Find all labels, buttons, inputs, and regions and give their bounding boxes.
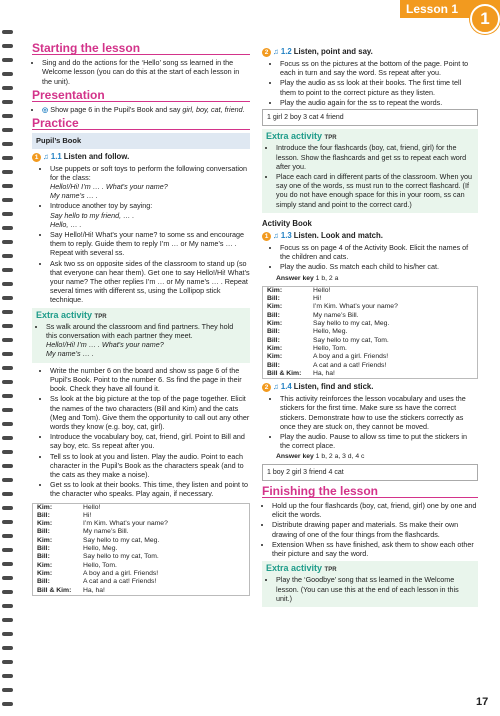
activity-book-label: Activity Book xyxy=(262,218,312,228)
practice-title: Practice xyxy=(32,119,250,130)
binding-ring xyxy=(2,240,13,244)
binding-ring xyxy=(2,324,13,328)
dialogue-speaker: Bill: xyxy=(37,511,50,519)
dialogue-speaker: Kim: xyxy=(37,520,53,528)
right-column xyxy=(262,44,478,610)
act4-bullet: • Play the audio. Pause to allow ss time to put the stickers in the correct place. xyxy=(280,432,478,450)
dialogue-line: Say hello to my cat, Tom. xyxy=(83,553,159,561)
dialogue-speaker: Bill & Kim: xyxy=(267,369,302,377)
dialogue-speaker: Bill: xyxy=(267,295,280,303)
starting-title: Starting the lesson xyxy=(32,44,250,55)
dialogue-speaker: Kim: xyxy=(37,569,53,577)
dialogue-row xyxy=(33,545,250,553)
binding-ring xyxy=(2,156,13,160)
page-number: 17 xyxy=(476,696,489,708)
binding-ring xyxy=(2,184,13,188)
extra-activity-text: • Ss walk around the classroom and find partners. They hold this conversation with each partner they meet. Hello!/Hi! I’m … . What’s your name? My name’s … . xyxy=(46,322,246,359)
dialogue-line: Hello! xyxy=(83,503,101,511)
lesson-number-badge: 1 xyxy=(470,4,500,34)
practice-bullet: • Get ss to look at their books. This time, they listen and point to the character who speaks. Play again, if necessary. xyxy=(50,480,250,498)
finishing-bullet: • Hold up the four flashcards (boy, cat, friend, girl) one by one and elicit the words. xyxy=(272,501,478,519)
finishing-bullet: • Distribute drawing paper and materials. Ss make their own drawing of one of the four things from the flashcards. xyxy=(272,520,478,538)
act3-answer-key: Answer key 1 b, 2 a xyxy=(276,274,339,282)
binding-ring xyxy=(2,576,13,580)
binding-ring xyxy=(2,562,13,566)
dialogue-speaker: Kim: xyxy=(37,561,53,569)
dialogue-speaker: Bill: xyxy=(267,311,280,319)
binding-ring xyxy=(2,30,13,34)
dialogue-row xyxy=(33,528,250,536)
binding-ring xyxy=(2,338,13,342)
binding-ring xyxy=(2,674,13,678)
dialogue-speaker: Kim: xyxy=(267,344,283,352)
extra-activity-box xyxy=(32,308,250,363)
binding-ring xyxy=(2,58,13,62)
dialogue-line: Say hello to my cat, Tom. xyxy=(313,336,389,344)
dialogue-row xyxy=(33,578,250,586)
spiral-binding xyxy=(0,0,14,716)
audio-icon: ♫ xyxy=(43,151,49,161)
binding-ring xyxy=(2,604,13,608)
act2-bullet: • Focus ss on the pictures at the bottom of the page. Point to each in turn and say the word. Ss repeat after you. xyxy=(280,59,478,77)
pupils-book-banner: Pupil’s Book xyxy=(32,133,250,148)
dialogue-speaker: Bill: xyxy=(267,328,280,336)
activity-2-heading: 2 ♫ 1.2 Listen, point and say. xyxy=(262,47,478,57)
dialogue-table-right xyxy=(262,286,478,379)
binding-ring xyxy=(2,226,13,230)
practice-bullet: • Ss look at the big picture at the top of the page together. Elicit the names of the two characters (Bill and Kim) and the cats (Meg and Tom). Give them the opportunity to call out any other words they know (e.g. boy, cat, girl). xyxy=(50,394,250,431)
binding-ring xyxy=(2,632,13,636)
dialogue-line: Hello, Tom. xyxy=(313,344,347,352)
extra-activity-title: Extra activity TPR xyxy=(36,309,107,320)
binding-ring xyxy=(2,618,13,622)
binding-ring xyxy=(2,198,13,202)
binding-ring xyxy=(2,212,13,216)
binding-ring xyxy=(2,478,13,482)
practice-bullet: • Use puppets or soft toys to perform the following conversation for the class: Hello!/Hi! I’m … . What’s your name? My name’s … . xyxy=(50,164,250,201)
binding-ring xyxy=(2,352,13,356)
dialogue-speaker: Bill: xyxy=(37,578,50,586)
dialogue-row xyxy=(33,503,250,512)
activity-4-heading: 2 ♫ 1.4 Listen, find and stick. xyxy=(262,382,478,392)
dialogue-line: A cat and a cat! Friends! xyxy=(83,578,157,586)
binding-ring xyxy=(2,534,13,538)
dialogue-row xyxy=(33,512,250,520)
binding-ring xyxy=(2,114,13,118)
binding-ring xyxy=(2,548,13,552)
activity-1-heading: 1 ♫ 1.1 Listen and follow. xyxy=(32,152,250,162)
dialogue-line: I’m Kim. What’s your name? xyxy=(313,303,398,311)
binding-ring xyxy=(2,310,13,314)
binding-ring xyxy=(2,268,13,272)
binding-ring xyxy=(2,660,13,664)
dialogue-line: I’m Kim. What’s your name? xyxy=(83,520,168,528)
dialogue-row xyxy=(33,553,250,561)
dialogue-row xyxy=(33,520,250,528)
act4-answer-box: 1 boy 2 girl 3 friend 4 cat xyxy=(262,464,478,481)
dialogue-speaker: Kim: xyxy=(267,286,283,294)
dialogue-line: Hello, Meg. xyxy=(83,545,118,553)
binding-ring xyxy=(2,366,13,370)
dialogue-speaker: Kim: xyxy=(267,303,283,311)
act2-bullet: • Play the audio as ss look at their books. The first time tell them to point to the correct picture as they listen. xyxy=(280,78,478,96)
dialogue-line: A boy and a girl. Friends! xyxy=(313,353,389,361)
dialogue-row xyxy=(33,587,250,596)
binding-ring xyxy=(2,380,13,384)
dialogue-speaker: Bill: xyxy=(267,336,280,344)
starting-bullet: • Sing and do the actions for the ‘Hello’ song ss learned in the Welcome lesson (you can do this at the start of each lesson in the unit). xyxy=(42,58,250,86)
dialogue-row xyxy=(263,362,478,370)
binding-ring xyxy=(2,254,13,258)
act4-answer-key: Answer key 1 b, 2 a, 3 d, 4 c xyxy=(276,453,365,461)
practice-bullet: • Write the number 6 on the board and show ss page 6 of the Pupil’s Book. Point to the number 6. Ss find the page in their book. Check they have all found it. xyxy=(50,366,250,394)
practice-bullet: • Ask two ss on opposite sides of the classroom to stand up (so that everyone can hear them). Get one to say Hello!/Hi! What’s your name? The other replies I’m … or My name’s … . Repeat several times with different ss, using the Lollipop stick technique. xyxy=(50,259,250,305)
dialogue-row xyxy=(33,570,250,578)
binding-ring xyxy=(2,142,13,146)
dialogue-row xyxy=(263,320,478,328)
dialogue-speaker: Kim: xyxy=(267,320,283,328)
dialogue-line: Hello, Meg. xyxy=(313,328,348,336)
dialogue-line: Hello, Tom. xyxy=(83,561,117,569)
binding-ring xyxy=(2,408,13,412)
binding-ring xyxy=(2,86,13,90)
binding-ring xyxy=(2,520,13,524)
dialogue-row xyxy=(263,286,478,295)
act4-bullet: • This activity reinforces the lesson vocabulary and uses the stickers for the first time. Make sure ss have the correct stickers. Demonstrate how to use the stickers correctly as once they are stuck on, they cannot be moved. xyxy=(280,394,478,431)
dialogue-line: My name’s Bill. xyxy=(313,311,359,319)
practice-bullet: • Say Hello!/Hi! What’s your name? to some ss and encourage them to reply. Guide them to reply I’m … or My name’s … . Repeat with several ss. xyxy=(50,230,250,258)
dialogue-line: Say hello to my cat, Meg. xyxy=(313,320,390,328)
dialogue-speaker: Bill: xyxy=(37,553,50,561)
finishing-bullet: • Extension When ss have finished, ask them to show each other their picture and say the word. xyxy=(272,540,478,558)
extra-activity-box-right: Extra activity TPR • Introduce the four flashcards (boy, cat, friend, girl) for the lesson. Show the flashcards and get ss to repeat each word after you. • Place each card in different parts of the classroom. When you say one of the words, ss must run to the correct flashcard. (If you do not have enough space for this in your room, ss can simply stand and point to the correct card.) xyxy=(262,129,478,213)
binding-ring xyxy=(2,436,13,440)
dialogue-line: A boy and a girl. Friends! xyxy=(83,569,159,577)
dialogue-row xyxy=(263,345,478,353)
dialogue-line: Ha, ha! xyxy=(83,586,105,594)
dialogue-speaker: Bill: xyxy=(267,361,280,369)
dialogue-line: A cat and a cat! Friends! xyxy=(313,361,387,369)
dialogue-line: Hi! xyxy=(313,295,322,303)
binding-ring xyxy=(2,422,13,426)
practice-bullet: • Tell ss to look at you and listen. Play the audio. Point to each character in the Pupil’s Book as the characters speak (and to the cats as they make a noise). xyxy=(50,452,250,480)
dialogue-speaker: Bill: xyxy=(37,545,50,553)
dialogue-line: Ha, ha! xyxy=(313,369,335,377)
act2-answer-box: 1 girl 2 boy 3 cat 4 friend xyxy=(262,109,478,126)
dialogue-row xyxy=(263,295,478,303)
dialogue-speaker: Kim: xyxy=(37,536,53,544)
dialogue-row xyxy=(263,370,478,379)
practice-bullet: • Introduce another toy by saying: Say hello to my friend, … . Hello, … . xyxy=(50,201,250,229)
dialogue-table xyxy=(32,503,250,596)
binding-ring xyxy=(2,506,13,510)
binding-ring xyxy=(2,72,13,76)
presentation-bullet: • ◎ Show page 6 in the Pupil’s Book and say girl, boy, cat, friend. xyxy=(42,105,250,114)
dialogue-row xyxy=(263,337,478,345)
binding-ring xyxy=(2,590,13,594)
binding-ring xyxy=(2,492,13,496)
dialogue-speaker: Kim: xyxy=(37,503,53,511)
binding-ring xyxy=(2,170,13,174)
pupils-book-icon: ◎ xyxy=(42,105,49,115)
binding-ring xyxy=(2,688,13,692)
act3-bullet: • Play the audio. Ss match each child to his/her cat. xyxy=(280,262,478,271)
dialogue-speaker: Bill & Kim: xyxy=(37,586,72,594)
left-column xyxy=(32,41,250,596)
dialogue-speaker: Bill: xyxy=(37,528,50,536)
act2-bullet: • Play the audio again for the ss to repeat the words. xyxy=(280,98,478,107)
dialogue-line: Hi! xyxy=(83,511,92,519)
dialogue-row xyxy=(263,312,478,320)
dialogue-line: Hello! xyxy=(313,286,331,294)
binding-ring xyxy=(2,464,13,468)
dialogue-speaker: Kim: xyxy=(267,353,283,361)
binding-ring xyxy=(2,100,13,104)
lesson-label: Lesson 1 xyxy=(406,2,459,16)
dialogue-row xyxy=(263,353,478,361)
binding-ring xyxy=(2,296,13,300)
dialogue-line: Say hello to my cat, Meg. xyxy=(83,536,160,544)
practice-bullet: • Introduce the vocabulary boy, cat, friend, girl. Point to Bill and say boy, etc. Ss repeat after you. xyxy=(50,432,250,450)
binding-ring xyxy=(2,394,13,398)
dialogue-row xyxy=(33,537,250,545)
dialogue-line: My name’s Bill. xyxy=(83,528,129,536)
finishing-title: Finishing the lesson xyxy=(262,487,478,498)
binding-ring xyxy=(2,44,13,48)
dialogue-row xyxy=(263,303,478,311)
extra-activity-box-final: Extra activity TPR • Play the ‘Goodbye’ song that ss learned in the Welcome lesson. (You can use this at the end of each lesson in this unit.) xyxy=(262,561,478,607)
activity-number: 1 xyxy=(32,153,41,162)
act3-bullet: • Focus ss on page 4 of the Activity Book. Elicit the names of the children and cats. xyxy=(280,243,478,261)
dialogue-row xyxy=(33,562,250,570)
presentation-title: Presentation xyxy=(32,91,250,102)
binding-ring xyxy=(2,646,13,650)
binding-ring xyxy=(2,128,13,132)
binding-ring xyxy=(2,282,13,286)
binding-ring xyxy=(2,450,13,454)
binding-ring xyxy=(2,702,13,706)
activity-3-heading: 1 ♫ 1.3 Listen. Look and match. xyxy=(262,231,478,241)
dialogue-row xyxy=(263,328,478,336)
